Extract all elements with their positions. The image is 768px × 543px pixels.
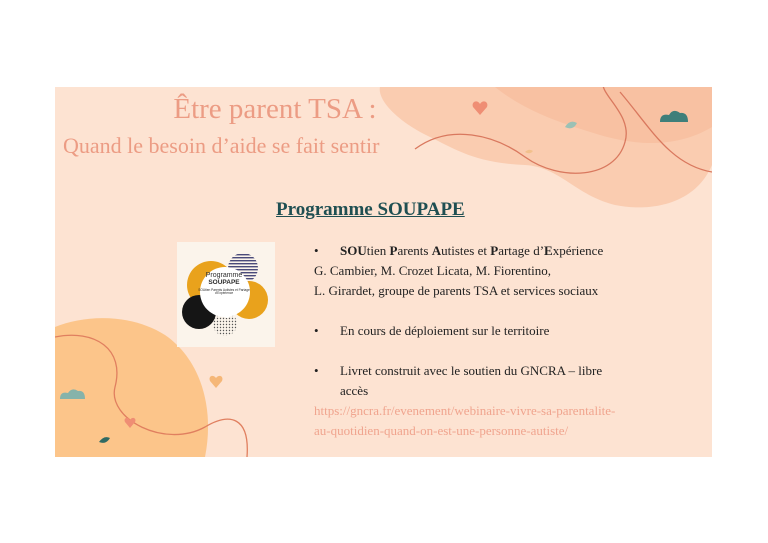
authors-line: G. Cambier, M. Crozet Licata, M. Fiorentino, bbox=[314, 263, 552, 278]
bullet-item bbox=[314, 321, 654, 341]
slide-title-line2: Quand le besoin d’aide se fait sentir bbox=[63, 133, 380, 158]
logo-text: Programme SOUPAPE SOUtien Parents Autistes et Partage d'Expérience bbox=[198, 272, 250, 295]
slide-title: Être parent TSA : bbox=[173, 93, 377, 125]
spacer bbox=[314, 341, 654, 361]
bullet-item bbox=[314, 241, 654, 261]
bullet-item bbox=[314, 361, 654, 381]
booklet-text: Livret construit avec le soutien du GNCRA – libre bbox=[340, 363, 603, 378]
acronym-line: SOUtien Parents Autistes et Partage d’Expérience bbox=[340, 243, 604, 258]
deployment-text: En cours de déploiement sur le territoire bbox=[340, 323, 550, 338]
gncra-link[interactable]: https://gncra.fr/evenement/webinaire-vivre-sa-parentalite- bbox=[314, 403, 616, 418]
spacer bbox=[314, 301, 654, 321]
program-heading: Programme SOUPAPE bbox=[276, 199, 465, 220]
booklet-text-cont: accès bbox=[340, 383, 369, 398]
bullet-icon: • bbox=[314, 243, 319, 258]
bullet-icon: • bbox=[314, 363, 319, 378]
heart-icon bbox=[210, 376, 223, 388]
slide bbox=[55, 87, 712, 457]
bullet-icon: • bbox=[314, 323, 319, 338]
gncra-link-cont[interactable]: au-quotidien-quand-on-est-une-personne-autiste/ bbox=[314, 423, 569, 438]
bullet-list bbox=[314, 241, 654, 441]
soupape-logo bbox=[177, 242, 275, 347]
authors-line: L. Girardet, groupe de parents TSA et services sociaux bbox=[314, 283, 599, 298]
